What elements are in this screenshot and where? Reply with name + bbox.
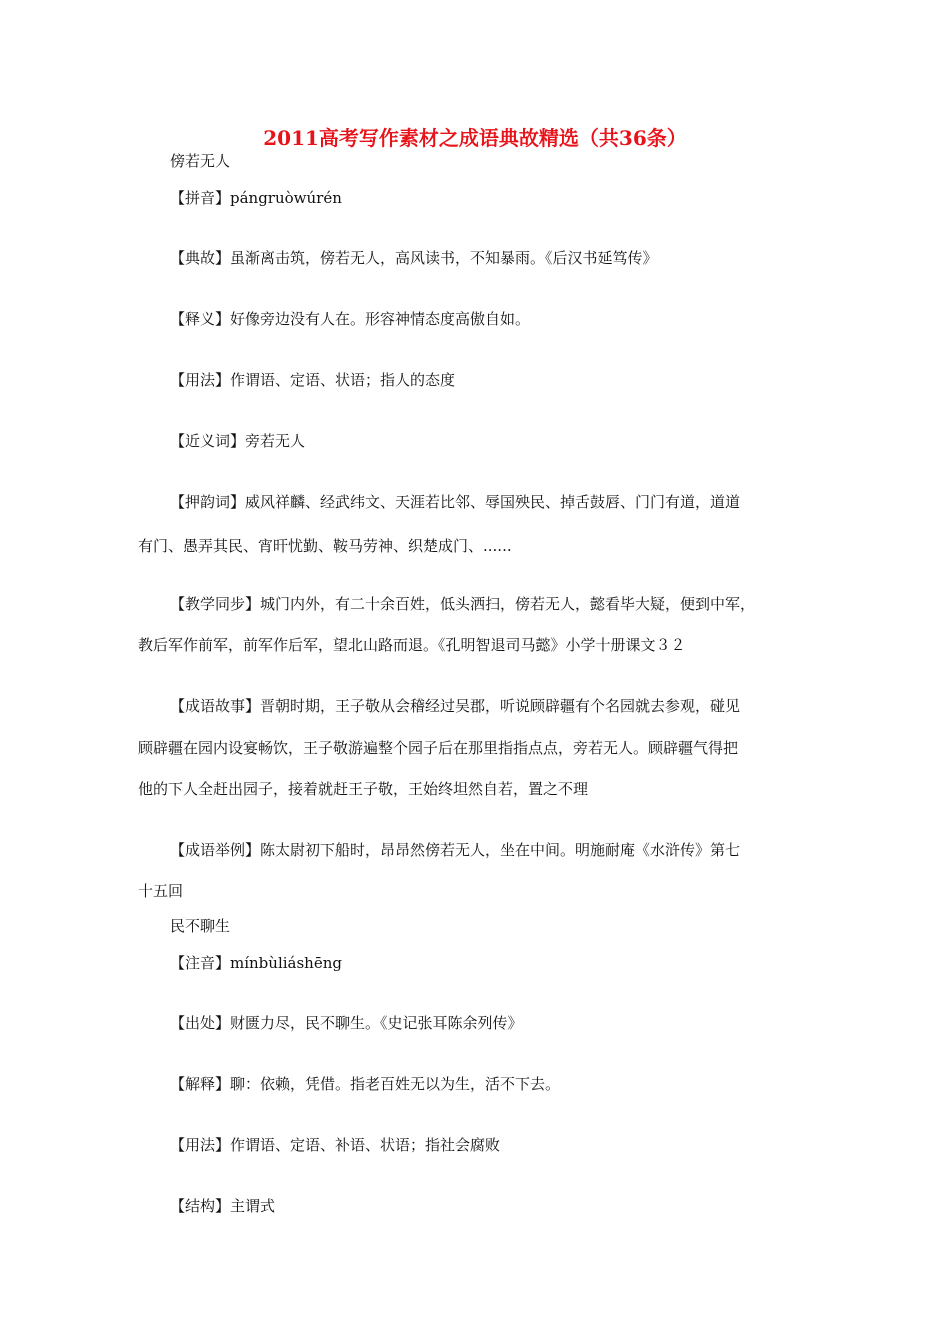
idiom-heading: 民不聊生 xyxy=(170,917,231,935)
entry-line: 【结构】主谓式 xyxy=(170,1197,276,1215)
entry-line: 【成语举例】陈太尉初下船时，昂昂然傍若无人，坐在中间。明施耐庵《水浒传》第七 xyxy=(170,841,741,859)
document-title: 2011高考写作素材之成语典故精选（共36条） xyxy=(263,126,687,150)
entry-line: 【教学同步】城门内外，有二十余百姓，低头洒扫，傍若无人，懿看毕大疑，便到中军， xyxy=(170,595,756,613)
entry-line: 【用法】作谓语、定语、补语、状语；指社会腐败 xyxy=(170,1136,501,1154)
entry-line: 【用法】作谓语、定语、状语；指人的态度 xyxy=(170,371,456,389)
entry-line: 【成语故事】晋朝时期，王子敬从会稽经过吴郡，听说顾辟疆有个名园就去参观，碰见 xyxy=(170,697,741,715)
entry-line: 有门、愚弄其民、宵旰忧勤、鞍马劳神、织楚成门、...... xyxy=(138,537,512,555)
entry-line: 教后军作前军，前军作后军，望北山路而退。《孔明智退司马懿》小学十册课文３２ xyxy=(138,636,686,654)
entry-line: 顾辟疆在园内设宴畅饮，王子敬游遍整个园子后在那里指指点点，旁若无人。顾辟疆气得把 xyxy=(138,739,739,757)
entry-line: 【注音】mínbùliáshēng xyxy=(170,954,342,972)
entry-line: 【押韵词】威风祥麟、经武纬文、天涯若比邻、辱国殃民、掉舌鼓唇、门门有道，道道 xyxy=(170,493,741,511)
entry-line: 【典故】虽渐离击筑，傍若无人，高风读书，不知暴雨。《后汉书延笃传》 xyxy=(170,249,658,267)
entry-line: 【释义】好像旁边没有人在。形容神情态度高傲自如。 xyxy=(170,310,531,328)
idiom-heading: 傍若无人 xyxy=(170,152,231,170)
entry-line: 【拼音】pángruòwúrén xyxy=(170,189,342,207)
entry-line: 他的下人全赶出园子，接着就赶王子敬，王始终坦然自若，置之不理 xyxy=(138,780,589,798)
entry-line: 【解释】聊：依赖，凭借。指老百姓无以为生，活不下去。 xyxy=(170,1075,561,1093)
entry-line: 十五回 xyxy=(138,882,184,900)
entry-line: 【近义词】旁若无人 xyxy=(170,432,306,450)
entry-line: 【出处】财匮力尽，民不聊生。《史记张耳陈余列传》 xyxy=(170,1014,523,1032)
